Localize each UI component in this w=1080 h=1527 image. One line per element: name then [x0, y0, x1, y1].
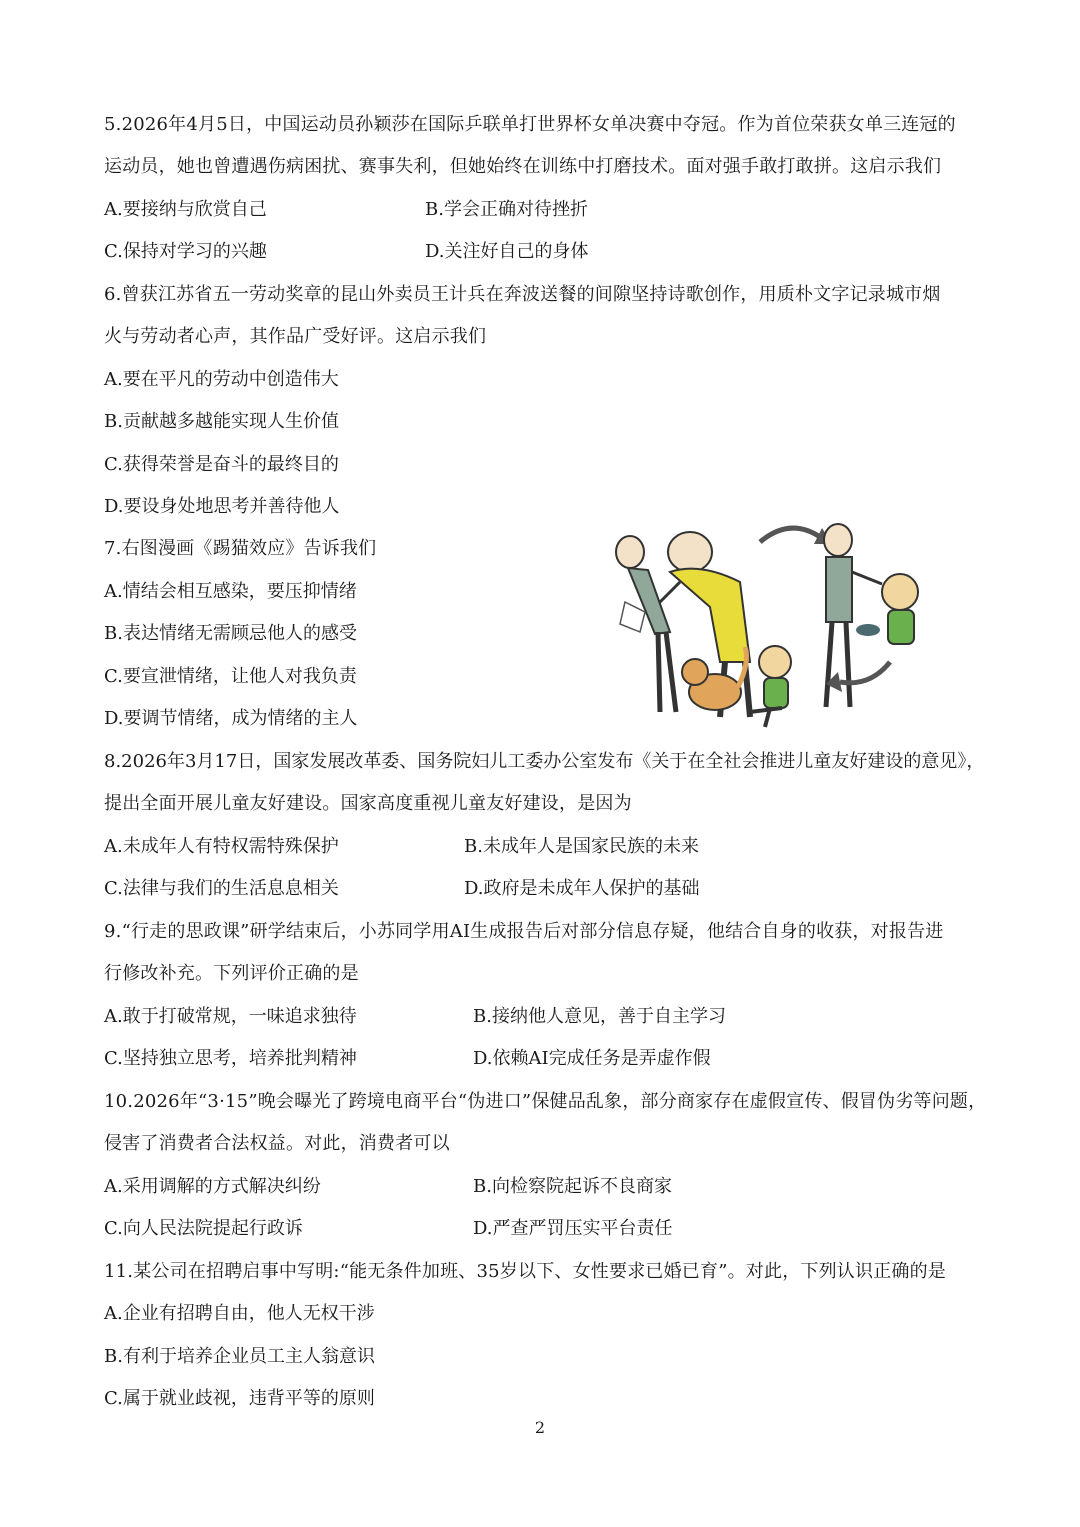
- q9-option-d: D.依赖AI完成任务是弄虚作假: [473, 1048, 711, 1069]
- q8-stem-line1: 8.2026年3月17日，国家发展改革委、国务院妇儿工委办公室发布《关于在全社会推进儿童友好建设的意见》，: [104, 751, 985, 772]
- q6-stem-line2: 火与劳动者心声，其作品广受好评。这启示我们: [104, 326, 487, 347]
- q8-option-d: D.政府是未成年人保护的基础: [464, 878, 700, 899]
- q9-stem-line2: 行修改补充。下列评价正确的是: [104, 963, 359, 984]
- q5-option-a: A.要接纳与欣赏自己: [104, 199, 267, 220]
- q5-stem-line2: 运动员，她也曾遭遇伤病困扰、赛事失利，但她始终在训练中打磨技术。面对强手敢打敢拼。这启示我们: [104, 156, 942, 177]
- q10-option-d: D.严查严罚压实平台责任: [473, 1218, 673, 1239]
- q8-option-c: C.法律与我们的生活息息相关: [104, 878, 339, 899]
- q9-option-b: B.接纳他人意见，善于自主学习: [473, 1006, 726, 1027]
- q8-option-b: B.未成年人是国家民族的未来: [464, 836, 699, 857]
- q7-option-d: D.要调节情绪，成为情绪的主人: [104, 708, 358, 729]
- q10-option-a: A.采用调解的方式解决纠纷: [104, 1176, 321, 1197]
- q10-stem-line2: 侵害了消费者合法权益。对此，消费者可以: [104, 1133, 450, 1154]
- q8-stem-line2: 提出全面开展儿童友好建设。国家高度重视儿童友好建设，是因为: [104, 793, 632, 814]
- q7-stem: 7.右图漫画《踢猫效应》告诉我们: [104, 538, 377, 559]
- q6-option-b: B.贡献越多越能实现人生价值: [104, 411, 339, 432]
- q11-stem: 11.某公司在招聘启事中写明:“能无条件加班、35岁以下、女性要求已婚已育”。对此，下列认识正确的是: [104, 1261, 946, 1282]
- q11-option-c: C.属于就业歧视，违背平等的原则: [104, 1388, 375, 1409]
- q11-option-a: A.企业有招聘自由，他人无权干涉: [104, 1303, 375, 1324]
- q9-stem-line1: 9.“行走的思政课”研学结束后，小苏同学用AI生成报告后对部分信息存疑，他结合自身的收获，对报告进: [104, 921, 944, 942]
- q9-option-c: C.坚持独立思考，培养批判精神: [104, 1048, 357, 1069]
- q7-option-b: B.表达情绪无需顾忌他人的感受: [104, 623, 357, 644]
- q9-option-a: A.敢于打破常规，一味追求独待: [104, 1006, 357, 1027]
- q11-option-b: B.有利于培养企业员工主人翁意识: [104, 1346, 375, 1367]
- q10-option-b: B.向检察院起诉不良商家: [473, 1176, 672, 1197]
- q7-option-a: A.情结会相互感染，要压抑情绪: [104, 581, 357, 602]
- q10-stem-line1: 10.2026年“3·15”晚会曝光了跨境电商平台“伪进口”保健品乱象，部分商家存在虚假宣传、假冒伪劣等问题，: [104, 1091, 987, 1112]
- q6-stem-line1: 6.曾获江苏省五一劳动奖章的昆山外卖员王计兵在奔波送餐的间隙坚持诗歌创作，用质朴文字记录城市烟: [104, 284, 941, 305]
- q5-option-b: B.学会正确对待挫折: [425, 199, 588, 220]
- page-number: 2: [534, 1418, 546, 1437]
- q6-option-d: D.要设身处地思考并善待他人: [104, 496, 340, 517]
- child-kicking-figure: [750, 646, 791, 727]
- child-figure: [856, 574, 918, 644]
- q8-option-a: A.未成年人有特权需特殊保护: [104, 836, 339, 857]
- q6-option-a: A.要在平凡的劳动中创造伟大: [104, 369, 339, 390]
- scolded-man-figure: [616, 536, 676, 712]
- q10-option-c: C.向人民法院提起行政诉: [104, 1218, 303, 1239]
- arrow-icon: [760, 528, 820, 542]
- kick-cat-cartoon-illustration: [600, 512, 980, 734]
- q5-option-d: D.关注好自己的身体: [425, 241, 589, 262]
- q6-option-c: C.获得荣誉是奋斗的最终目的: [104, 454, 339, 475]
- q5-stem-line1: 5.2026年4月5日，中国运动员孙颖莎在国际乒联单打世界杯女单决赛中夺冠。作为首位荣获女单三连冠的: [104, 114, 956, 135]
- q7-option-c: C.要宣泄情绪，让他人对我负责: [104, 666, 357, 687]
- q5-option-c: C.保持对学习的兴趣: [104, 241, 267, 262]
